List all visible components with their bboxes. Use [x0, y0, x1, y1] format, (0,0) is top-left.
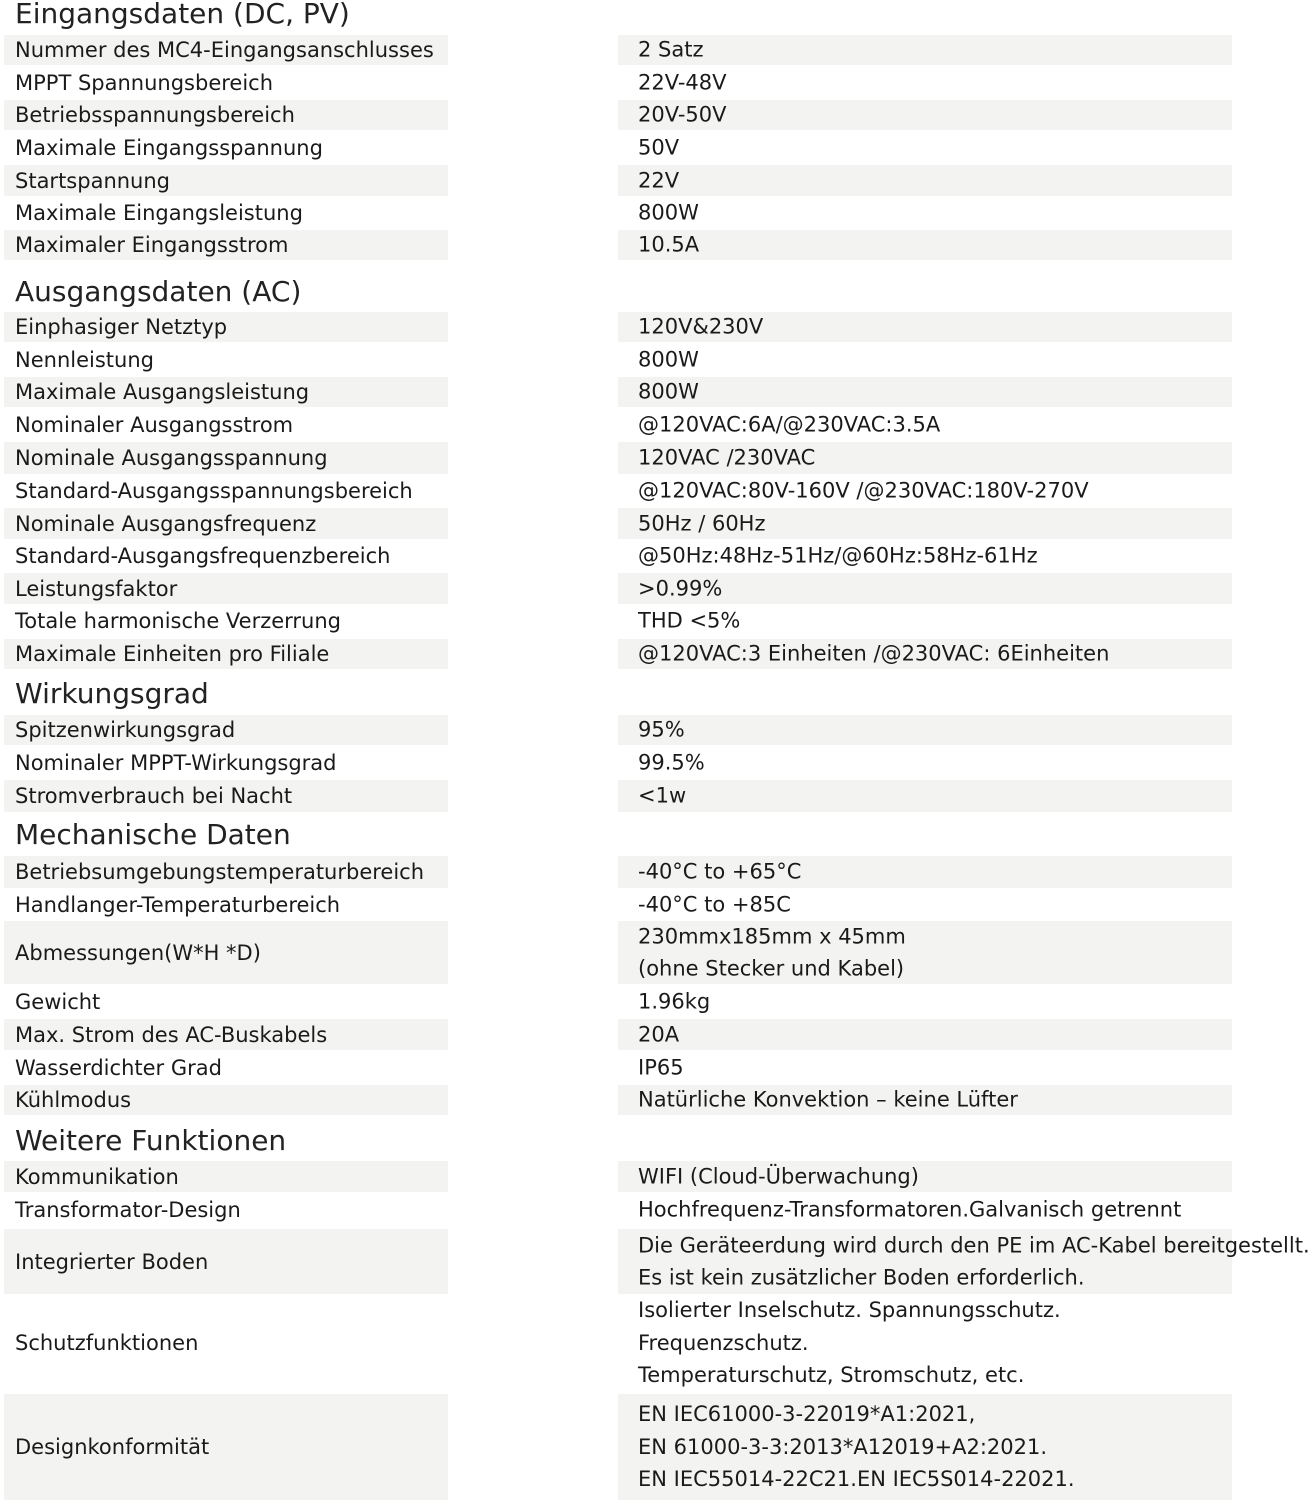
spec-label: Maximale Eingangsleistung — [15, 201, 303, 225]
spec-value-line: 99.5% — [638, 750, 705, 775]
spec-value-line: 800W — [638, 200, 699, 225]
spec-value — [638, 1294, 1061, 1392]
value-cell — [618, 198, 1232, 228]
spec-value-line: <1w — [638, 783, 687, 808]
spec-value-line: @120VAC:6A/@230VAC:3.5A — [638, 412, 941, 437]
spec-value — [638, 311, 763, 344]
value-cell — [618, 132, 1232, 163]
spec-label: Gewicht — [15, 990, 101, 1014]
spec-value-line: THD <5% — [638, 608, 741, 633]
spec-label: Standard-Ausgangsspannungsbereich — [15, 479, 413, 503]
spec-value-line: 10.5A — [638, 232, 700, 257]
spec-value — [638, 164, 679, 197]
spec-value-line: 120V&230V — [638, 314, 764, 339]
spec-label: Totale harmonische Verzerrung — [15, 609, 342, 633]
spec-value — [638, 605, 740, 638]
spec-label: Nominale Ausgangsfrequenz — [15, 511, 317, 536]
spec-label: Standard-Ausgangsfrequenzbereich — [15, 544, 391, 568]
spec-label: Einphasiger Netztyp — [15, 315, 228, 339]
spec-label: Startspannung — [15, 168, 171, 193]
value-cell — [618, 35, 1232, 65]
value-cell — [618, 230, 1232, 260]
spec-value — [638, 34, 704, 67]
spec-value-line: 120VAC /230VAC — [638, 445, 816, 470]
spec-value-line: Frequenzschutz. — [638, 1330, 809, 1355]
spec-label: Betriebsspannungsbereich — [15, 103, 295, 127]
spec-row — [0, 198, 1238, 228]
spec-value — [638, 856, 801, 889]
spec-row — [0, 1394, 1238, 1500]
value-cell — [618, 377, 1232, 407]
spec-label: Maximale Einheiten pro Filiale — [15, 642, 330, 666]
spec-row — [0, 1194, 1238, 1226]
spec-row — [0, 889, 1238, 920]
section-title-weitere-funktionen: Weitere Funktionen — [15, 1124, 287, 1157]
spec-label: Maximale Eingangsspannung — [15, 135, 323, 160]
spec-value-line: @50Hz:48Hz-51Hz/@60Hz:58Hz-61Hz — [638, 543, 1038, 568]
spec-value-line: EN IEC61000-3-22019*A1:2021, — [638, 1401, 976, 1426]
spec-row — [0, 1294, 1238, 1392]
spec-value-line: 2 Satz — [638, 37, 704, 62]
spec-value — [638, 1194, 1181, 1227]
spec-label: Nominaler MPPT-Wirkungsgrad — [15, 750, 337, 775]
spec-value-line: 95% — [638, 717, 685, 742]
spec-value — [638, 638, 1109, 671]
spec-value-line: @120VAC:80V-160V /@230VAC:180V-270V — [638, 478, 1089, 503]
spec-value-line: -40°C to +65°C — [638, 859, 802, 884]
spec-row — [0, 409, 1238, 441]
spec-value-line: WIFI (Cloud-Überwachung) — [638, 1164, 919, 1189]
spec-value-line: @120VAC:3 Einheiten /@230VAC: 6Einheiten — [638, 641, 1110, 666]
spec-value — [638, 229, 699, 262]
spec-label: Transformator-Design — [15, 1198, 241, 1222]
spec-value-line: 230mmx185mm x 45mm — [638, 923, 906, 948]
spec-value — [638, 1084, 1018, 1117]
spec-row — [0, 1229, 1310, 1294]
value-cell — [618, 747, 1232, 778]
spec-row — [0, 1019, 1238, 1050]
spec-label: MPPT Spannungsbereich — [15, 70, 274, 95]
section-title-mechanische-daten: Mechanische Daten — [15, 818, 291, 851]
spec-label: Nominale Ausgangsspannung — [15, 446, 328, 470]
spec-row — [0, 921, 1238, 984]
spec-value — [638, 888, 791, 921]
spec-value — [638, 507, 766, 540]
spec-value — [638, 409, 940, 442]
spec-value — [638, 1018, 679, 1051]
spec-value — [638, 920, 906, 985]
spec-row — [0, 165, 1238, 196]
spec-row — [0, 639, 1238, 669]
spec-label: Designkonformität — [15, 1435, 210, 1459]
spec-label: Nominaler Ausgangsstrom — [15, 413, 294, 437]
spec-value-line: 50Hz / 60Hz — [638, 511, 766, 536]
spec-row — [0, 606, 1238, 636]
spec-value-line: 50V — [638, 135, 680, 160]
spec-label: Integrierter Boden — [15, 1249, 209, 1274]
spec-row — [0, 344, 1238, 375]
spec-value-line: 22V-48V — [638, 70, 727, 95]
spec-row — [0, 715, 1238, 745]
spec-value-line: -40°C to +85C — [638, 892, 791, 917]
spec-label: Spitzenwirkungsgrad — [15, 718, 236, 742]
spec-value — [638, 343, 699, 376]
spec-label: Kommunikation — [15, 1164, 179, 1189]
spec-label: Maximale Ausgangsleistung — [15, 380, 310, 404]
spec-row — [0, 132, 1238, 163]
spec-label: Wasserdichter Grad — [15, 1055, 222, 1080]
section-title-wirkungsgrad: Wirkungsgrad — [15, 677, 209, 710]
spec-label: Abmessungen(W*H *D) — [15, 940, 261, 965]
spec-value-line: Natürliche Konvektion – keine Lüfter — [638, 1087, 1018, 1112]
spec-value — [638, 1160, 919, 1193]
spec-label: Nennleistung — [15, 347, 154, 372]
spec-row — [0, 1052, 1238, 1083]
spec-label: Stromverbrauch bei Nacht — [15, 784, 293, 808]
spec-value-line: EN IEC55014-22C21.EN IEC5S014-22021. — [638, 1467, 1075, 1492]
spec-row — [0, 475, 1238, 507]
spec-label: Leistungsfaktor — [15, 576, 178, 601]
spec-label: Kühlmodus — [15, 1088, 132, 1112]
section-title-ausgangsdaten-ac: Ausgangsdaten (AC) — [15, 275, 302, 308]
spec-row — [0, 540, 1238, 572]
spec-value-line: EN 61000-3-3:2013*A12019+A2:2021. — [638, 1434, 1048, 1459]
spec-row — [0, 377, 1238, 407]
spec-row — [0, 35, 1238, 65]
spec-label: Handlanger-Temperaturbereich — [15, 892, 341, 917]
spec-row — [0, 442, 1238, 474]
spec-row — [0, 780, 1238, 812]
value-cell — [618, 1019, 1232, 1050]
spec-row — [0, 1085, 1238, 1115]
spec-value — [638, 572, 722, 605]
spec-value — [638, 1229, 1310, 1294]
value-cell — [618, 715, 1232, 745]
spec-value — [638, 714, 685, 747]
spec-row — [0, 100, 1238, 130]
spec-value — [638, 540, 1038, 573]
spec-label: Nummer des MC4-Eingangsanschlusses — [15, 38, 434, 62]
spec-value — [638, 131, 679, 164]
spec-row — [0, 508, 1238, 539]
spec-value — [638, 986, 710, 1019]
spec-row — [0, 230, 1238, 260]
spec-value — [638, 99, 727, 132]
spec-value-line: Hochfrequenz-Transformatoren.Galvanisch getrennt — [638, 1197, 1182, 1222]
spec-value-line: Isolierter Inselschutz. Spannungsschutz. — [638, 1297, 1061, 1322]
spec-row — [0, 312, 1238, 342]
spec-value-line: 800W — [638, 379, 699, 404]
spec-value — [638, 1398, 1075, 1496]
spec-value — [638, 746, 705, 779]
spec-row — [0, 1161, 1238, 1192]
spec-value — [638, 780, 686, 813]
spec-value-line: >0.99% — [638, 576, 723, 601]
spec-value-line: (ohne Stecker und Kabel) — [638, 956, 905, 981]
spec-value — [638, 1051, 684, 1084]
spec-value-line: 1.96kg — [638, 989, 711, 1014]
spec-value — [638, 66, 727, 99]
spec-value-line: Es ist kein zusätzlicher Boden erforderlich. — [638, 1265, 1085, 1290]
spec-value-line: 800W — [638, 347, 699, 372]
spec-value — [638, 475, 1089, 508]
spec-value-line: 20A — [638, 1022, 680, 1047]
spec-row — [0, 67, 1238, 98]
spec-value-line: IP65 — [638, 1055, 684, 1080]
value-cell — [618, 344, 1232, 375]
spec-value — [638, 376, 699, 409]
value-cell — [618, 780, 1232, 812]
spec-value-line: Temperaturschutz, Stromschutz, etc. — [638, 1363, 1025, 1388]
spec-label: Betriebsumgebungstemperaturbereich — [15, 860, 425, 884]
spec-label: Schutzfunktionen — [15, 1331, 199, 1355]
spec-row — [0, 856, 1238, 888]
spec-row — [0, 747, 1238, 778]
spec-value-line: Die Geräteerdung wird durch den PE im AC-Kabel bereitgestellt. — [638, 1232, 1310, 1257]
spec-value — [638, 197, 699, 230]
spec-row — [0, 573, 1238, 604]
section-title-eingangsdaten-dc-pv: Eingangsdaten (DC, PV) — [15, 0, 350, 30]
spec-value-line: 22V — [638, 168, 680, 193]
spec-label: Maximaler Eingangsstrom — [15, 233, 289, 257]
value-cell — [618, 1052, 1232, 1083]
value-cell — [618, 165, 1232, 196]
spec-row — [0, 986, 1238, 1018]
spec-value-line: 20V-50V — [638, 102, 727, 127]
spec-label: Max. Strom des AC-Buskabels — [15, 1022, 328, 1047]
spec-value — [638, 442, 815, 475]
